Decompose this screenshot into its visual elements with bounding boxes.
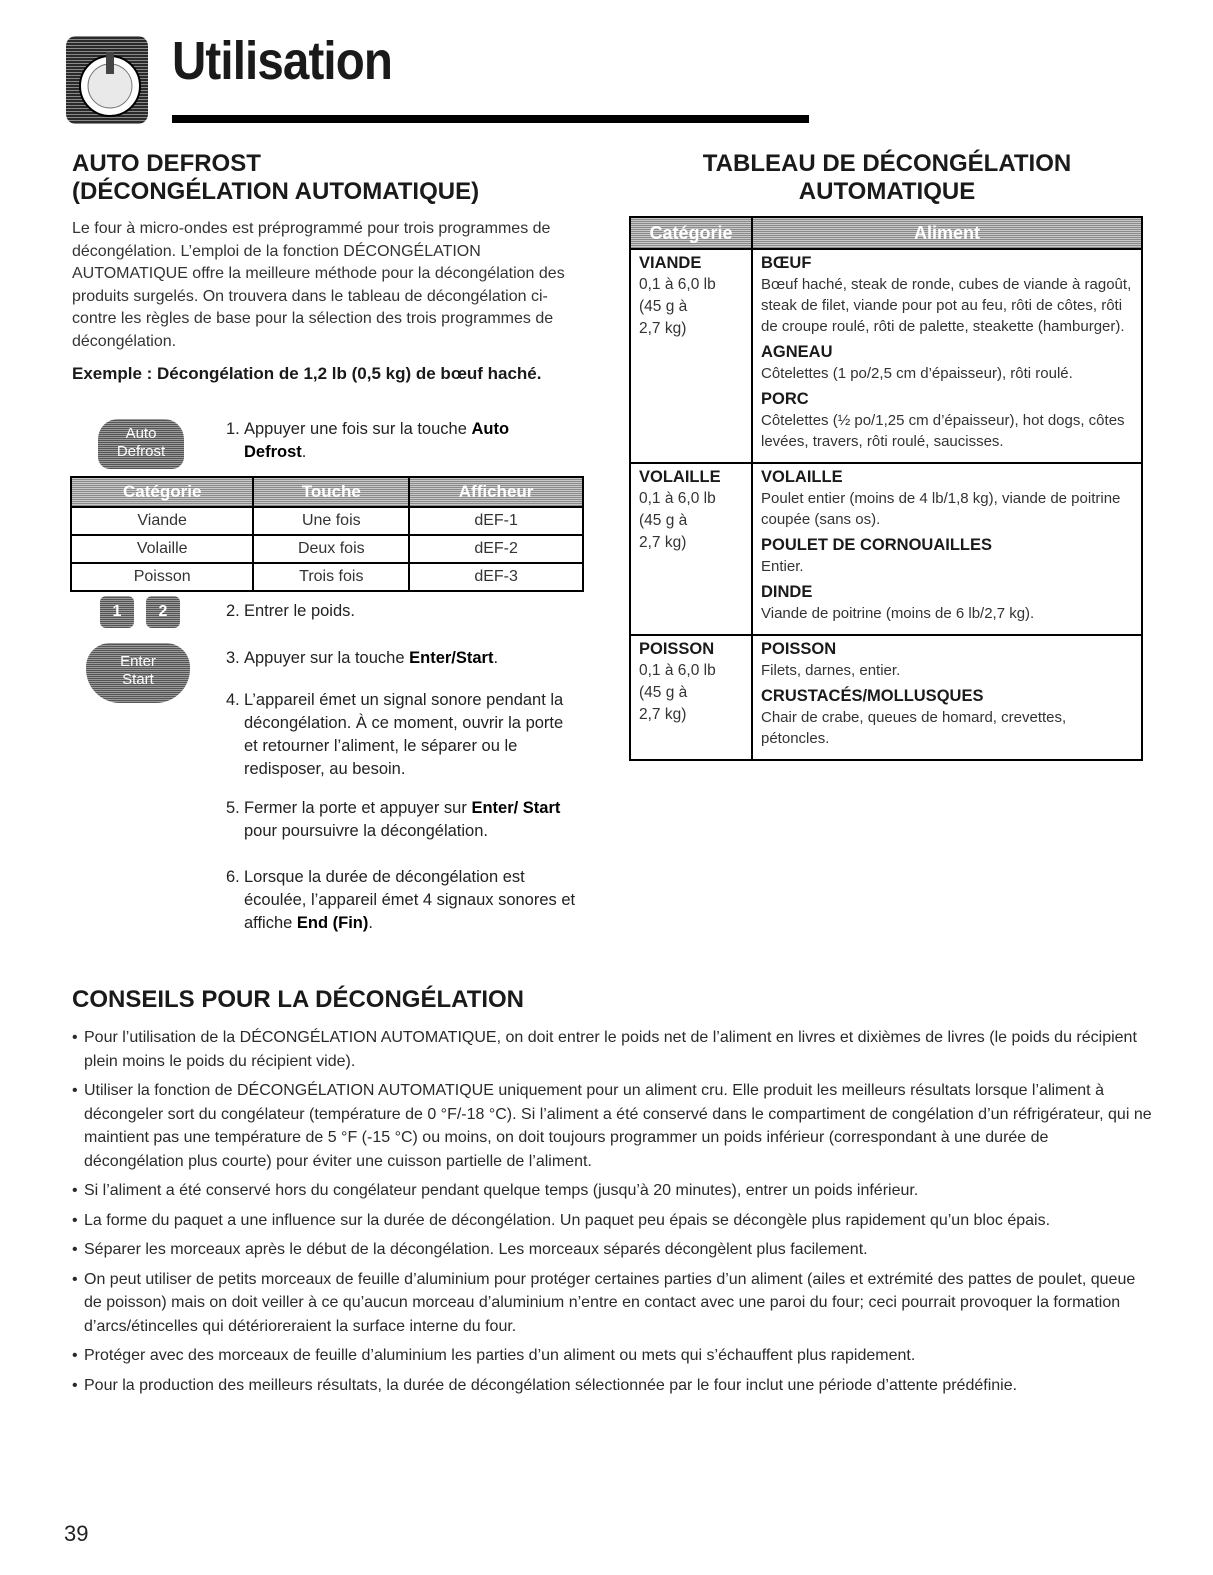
step-key-name: End (Fin) [296, 914, 369, 932]
table-cell: Une fois [253, 507, 409, 535]
step-punct: . [493, 649, 499, 667]
step-key-name: Auto [471, 420, 510, 438]
list-item: • On peut utiliser de petits morceaux de feuille d’aluminium pour protéger certaines parties d’un aliment (ailes et extrémité des pattes de poulet, queue de poisson) mais on doit veiller à ce qu’aucun morceau d’aluminium n’entre en contact avec une paroi du four; ceci pourrait provoquer la formation d’arcs/étincelles qui détérioreraient la surface interne du four. [72, 1268, 1152, 1339]
table-cell: Viande [71, 507, 253, 535]
food-name: CRUSTACÉS/MOLLUSQUES [761, 687, 984, 705]
food-name: VOLAILLE [761, 468, 843, 486]
number-key-1-icon: 1 [100, 596, 134, 628]
col-header-aliment: Aliment [752, 217, 1142, 249]
food-cell [752, 249, 1142, 463]
food-name: POISSON [761, 640, 837, 658]
col-header-categorie: Catégorie [71, 477, 253, 507]
col-header-categorie: Catégorie [630, 217, 752, 249]
food-desc: Filets, darnes, entier. [761, 662, 901, 679]
step-text: Appuyer sur la touche [244, 649, 410, 667]
tips-heading: CONSEILS POUR LA DÉCONGÉLATION [72, 986, 525, 1013]
food-desc: Viande de poitrine (moins de 6 lb/2,7 kg). [761, 605, 1035, 622]
defrost-table-heading [632, 150, 1142, 206]
weight-range: 0,1 à 6,0 lb [639, 490, 716, 507]
food-name: AGNEAU [761, 343, 833, 361]
category-name: VOLAILLE [639, 468, 721, 486]
table-row [71, 507, 583, 535]
example-heading: Exemple : Décongélation de 1,2 lb (0,5 kg) de bœuf haché. [72, 364, 542, 383]
food-desc: Côtelettes (½ po/1,25 cm d’épaisseur), hot dogs, côtes levées, travers, rôti roulé, saucisses. [761, 412, 1125, 450]
table-row [630, 463, 1142, 635]
step-key-name: Enter/Start [409, 649, 494, 667]
defrost-table-heading-line2: AUTOMATIQUE [798, 178, 976, 205]
list-item: • La forme du paquet a une influence sur la durée de décongélation. Un paquet peu épais se décongèle plus rapidement qu’un bloc épais. [72, 1209, 1152, 1233]
title-rule [172, 115, 809, 123]
step-1 [226, 418, 586, 464]
list-item: • Pour l’utilisation de la DÉCONGÉLATION AUTOMATIQUE, on doit entrer le poids net de l’aliment en livres et dixièmes de livres (le poids du récipient plein moins le poids du récipient vide). [72, 1026, 1152, 1073]
table-row [630, 635, 1142, 760]
page-number: 39 [64, 1521, 89, 1546]
list-item: • Si l’aliment a été conservé hors du congélateur pendant quelque temps (jusqu’à 20 minutes), entrer un poids inférieur. [72, 1179, 1152, 1203]
weight-range: (45 g à [639, 512, 688, 529]
step-text: Fermer la porte et appuyer sur [244, 799, 472, 817]
list-item: • Pour la production des meilleurs résultats, la durée de décongélation sélectionnée par le four inclut une période d’attente prédéfinie. [72, 1374, 1152, 1398]
step-text: Entrer le poids. [244, 602, 355, 620]
food-cell [752, 635, 1142, 760]
weight-range: 2,7 kg) [639, 320, 687, 337]
dial-knob-icon [66, 36, 148, 124]
step-text: L’appareil émet un signal sonore pendant la décongélation. À ce moment, ouvrir la porte et retourner l’aliment, le séparer ou le redisposer, au besoin. [244, 691, 564, 778]
step-number: 5. [226, 799, 240, 817]
step-key-name: Enter/ Start [471, 799, 561, 817]
defrost-table-heading-line1: TABLEAU DE DÉCONGÉLATION [702, 150, 1072, 177]
food-name: BŒUF [761, 254, 812, 272]
auto-defrost-heading-line1: AUTO DEFROST [72, 150, 261, 177]
table-cell: dEF-1 [409, 507, 583, 535]
page-title: Utilisation [172, 31, 393, 91]
step-4 [226, 689, 576, 781]
category-name: VIANDE [639, 254, 702, 272]
weight-range: 0,1 à 6,0 lb [639, 276, 716, 293]
col-header-afficheur: Afficheur [409, 477, 583, 507]
step-punct: . [368, 914, 373, 932]
tips-list [72, 1026, 1152, 1403]
category-cell [630, 463, 752, 635]
table-row [71, 535, 583, 563]
food-name: POULET DE CORNOUAILLES [761, 536, 993, 554]
step-5 [226, 797, 576, 843]
step-number: 1. [226, 420, 240, 438]
food-desc: Chair de crabe, queues de homard, crevettes, pétoncles. [761, 709, 1067, 747]
table-cell: Deux fois [253, 535, 409, 563]
step-2 [226, 600, 586, 623]
auto-key-line1: Auto [125, 425, 157, 442]
food-desc: Bœuf haché, steak de ronde, cubes de viande à ragoût, steak de filet, viande pour pot au feu, rôti de côtes, rôti de croupe roulé, rôti de palette, steakette (hamburger). [761, 276, 1132, 335]
enter-key-line2: Start [122, 671, 154, 688]
step-key-name: Defrost [244, 443, 302, 461]
number-key-2-icon: 2 [146, 596, 180, 628]
step-text: pour poursuivre la décongélation. [244, 822, 488, 840]
table-row [630, 249, 1142, 463]
enter-key-line1: Enter [120, 653, 156, 670]
enter-start-key-icon [86, 643, 190, 703]
table-cell: dEF-3 [409, 563, 583, 591]
food-name: PORC [761, 390, 809, 408]
step-text: Appuyer une fois sur la touche [244, 420, 472, 438]
col-header-touche: Touche [253, 477, 409, 507]
list-item: • Protéger avec des morceaux de feuille d’aluminium les parties d’un aliment ou mets qui s’échauffent plus rapidement. [72, 1344, 1152, 1368]
weight-range: 2,7 kg) [639, 534, 687, 551]
step-number: 4. [226, 691, 240, 709]
weight-range: 0,1 à 6,0 lb [639, 662, 716, 679]
weight-range: 2,7 kg) [639, 706, 687, 723]
food-name: DINDE [761, 583, 813, 601]
category-cell [630, 635, 752, 760]
food-desc: Entier. [761, 558, 804, 575]
list-item: • Utiliser la fonction de DÉCONGÉLATION AUTOMATIQUE uniquement pour un aliment cru. Elle produit les meilleurs résultats lorsque l’aliment à décongeler sort du congélateur (température de 0 °F/-18 °C). Si l’aliment a été conservé dans le compartiment de congélation d’un réfrigérateur, qui ne maintient pas une température de 5 °F (-15 °C) ou moins, on doit toujours programmer un poids inférieur (correspondant à une durée de décongélation plus courte) pour éviter une cuisson partielle de l’aliment. [72, 1079, 1152, 1173]
category-cell [630, 249, 752, 463]
food-desc: Côtelettes (1 po/2,5 cm d’épaisseur), rôti roulé. [761, 365, 1073, 382]
auto-defrost-heading-line2: (DÉCONGÉLATION AUTOMATIQUE) [72, 178, 480, 205]
table-cell: Trois fois [253, 563, 409, 591]
category-name: POISSON [639, 640, 715, 658]
weight-range: (45 g à [639, 298, 688, 315]
auto-key-line2: Defrost [116, 443, 166, 460]
auto-defrost-key-icon [98, 419, 184, 469]
food-cell [752, 463, 1142, 635]
step-6 [226, 866, 576, 935]
table-cell: dEF-2 [409, 535, 583, 563]
auto-defrost-heading [72, 150, 479, 206]
step-number: 2. [226, 602, 240, 620]
food-desc: Poulet entier (moins de 4 lb/1,8 kg), viande de poitrine coupée (sans os). [761, 490, 1121, 528]
list-item: • Séparer les morceaux après le début de la décongélation. Les morceaux séparés décongèlent plus facilement. [72, 1238, 1152, 1262]
step-number: 6. [226, 868, 240, 886]
step-punct: . [301, 443, 307, 461]
step-3 [226, 647, 586, 670]
defrost-chart-table [629, 216, 1143, 761]
table-cell: Volaille [71, 535, 253, 563]
step-number: 3. [226, 649, 240, 667]
step-text: Lorsque la durée de décongélation est écoulée, l’appareil émet 4 signaux sonores et affiche [244, 868, 576, 932]
table-cell: Poisson [71, 563, 253, 591]
weight-range: (45 g à [639, 684, 688, 701]
auto-defrost-intro: Le four à micro-ondes est préprogrammé pour trois programmes de décongélation. L’emploi de la fonction DÉCONGÉLATION AUTOMATIQUE offre la meilleure méthode pour la décongélation des produits surgelés. On trouvera dans le tableau de décongélation ci-contre les règles de base pour la sélection des trois programmes de décongélation. [72, 220, 565, 350]
table-row [71, 563, 583, 591]
defrost-code-table [70, 476, 584, 592]
